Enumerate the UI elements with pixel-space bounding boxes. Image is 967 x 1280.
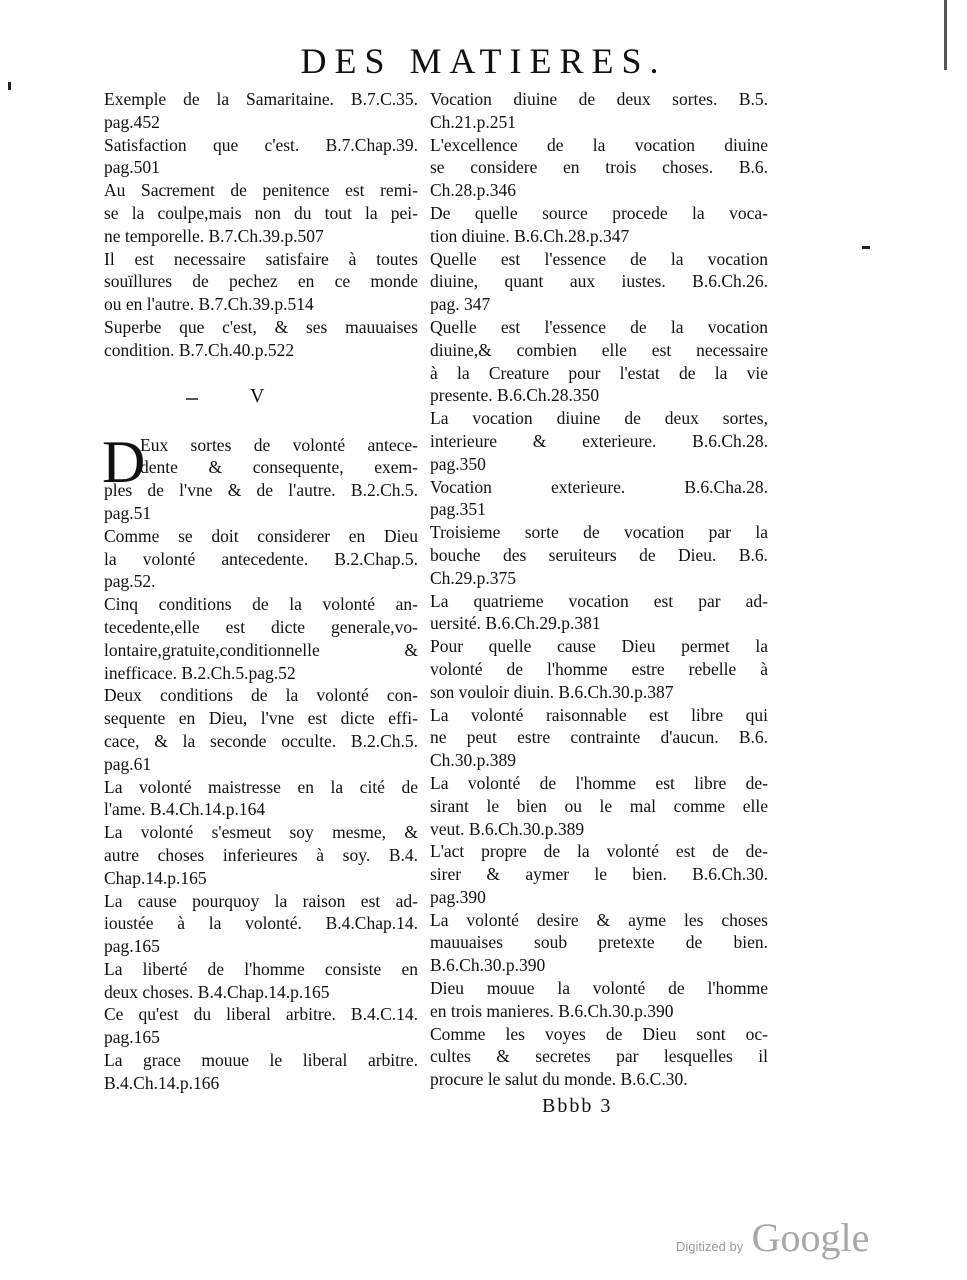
entry-line: Vocation diuine de deux sortes. B.5. <box>430 89 768 109</box>
index-entry <box>430 316 768 407</box>
left-column <box>104 88 418 1095</box>
entry-line: sequente en Dieu, l'vne est dicte effi- <box>104 708 418 729</box>
entry-line: ples de l'vne & de l'autre. B.2.Ch.5. <box>104 480 418 501</box>
entry-line: diuine, quant aux iustes. B.6.Ch.26. <box>430 271 768 292</box>
entry-line: souïllures de pechez en ce monde <box>104 271 418 292</box>
index-entry <box>430 476 768 522</box>
entry-line: sirant le bien ou le mal comme elle <box>430 795 768 816</box>
entry-line: à la Creature pour l'estat de la vie <box>430 362 768 383</box>
index-entry <box>104 525 418 593</box>
entry-line: La vocation diuine de deux sortes, <box>430 408 768 429</box>
entry-line: bouche des seruiteurs de Dieu. B.6. <box>430 544 768 565</box>
entry-line: La volonté desire & ayme les choses <box>430 909 768 930</box>
index-entry <box>430 590 768 636</box>
entry-line: Ch.28.p.346 <box>430 180 517 201</box>
entry-line: interieure & exterieure. B.6.Ch.28. <box>430 430 768 451</box>
entry-line: ou en l'autre. B.7.Ch.39.p.514 <box>104 294 314 315</box>
entry-line: Deux conditions de la volonté con- <box>104 685 418 706</box>
entry-line: Cinq conditions de la volonté an- <box>104 594 418 615</box>
index-entry <box>430 134 768 202</box>
entry-line: en trois manieres. B.6.Ch.30.p.390 <box>430 1000 674 1021</box>
entry-line: pag.390 <box>430 886 486 907</box>
entry-line: pag.165 <box>104 1027 160 1048</box>
entry-line: Pour quelle cause Dieu permet la <box>430 636 768 657</box>
index-entry <box>430 635 768 703</box>
scan-speck <box>8 82 11 90</box>
index-entry <box>430 840 768 908</box>
drop-cap: D <box>102 428 146 495</box>
entry-line: La volonté maistresse en la cité de <box>104 776 418 797</box>
index-entry <box>104 179 418 247</box>
entry-line: pag.452 <box>104 111 160 132</box>
entry-line: cace, & la seconde occulte. B.2.Ch.5. <box>104 730 418 751</box>
page-title: DES MATIERES. <box>300 41 667 81</box>
right-column <box>430 88 768 1091</box>
entry-line: veut. B.6.Ch.30.p.389 <box>430 818 585 839</box>
entry-line: Superbe que c'est, & ses mauuaises <box>104 316 418 337</box>
entry-line: La volonté s'esmeut soy mesme, & <box>104 822 418 843</box>
entry-line: Eux sortes de volonté antece- <box>140 434 418 455</box>
entry-line: Ce qu'est du liberal arbitre. B.4.C.14. <box>104 1004 418 1025</box>
google-logo: Google <box>751 1215 870 1260</box>
digitized-watermark <box>676 1214 869 1261</box>
index-entry <box>430 202 768 248</box>
index-entry <box>104 958 418 1004</box>
entry-line: B.4.Ch.14.p.166 <box>104 1072 220 1093</box>
entry-line: condition. B.7.Ch.40.p.522 <box>104 339 295 360</box>
scan-speck <box>862 246 870 249</box>
index-entry <box>104 1003 418 1049</box>
entry-line: La volonté raisonnable est libre qui <box>430 704 768 725</box>
entry-line: tecedente,elle est dicte generale,vo- <box>104 616 418 637</box>
entry-line: Quelle est l'essence de la vocation <box>430 316 768 337</box>
index-entry <box>104 684 418 775</box>
scan-speck <box>944 0 947 70</box>
index-entry <box>430 977 768 1023</box>
entry-line: pag.501 <box>104 157 160 178</box>
entry-line: uersité. B.6.Ch.29.p.381 <box>430 613 601 634</box>
entry-line: De quelle source procede la voca- <box>430 202 768 223</box>
entry-line: volonté de l'homme estre rebelle à <box>430 658 768 679</box>
entry-line: Ch.21.p.251 <box>430 111 517 132</box>
entry-line: sirer & aymer le bien. B.6.Ch.30. <box>430 864 768 885</box>
entry-line: cultes & secretes par lesquelles il <box>430 1046 768 1067</box>
entry-line: tion diuine. B.6.Ch.28.p.347 <box>430 225 630 246</box>
entry-line: Satisfaction que c'est. B.7.Chap.39. <box>104 134 418 155</box>
entry-line: Il est necessaire satisfaire à toutes <box>104 248 418 269</box>
entry-line: La liberté de l'homme consiste en <box>104 958 418 979</box>
entry-line: inefficace. B.2.Ch.5.pag.52 <box>104 662 296 683</box>
entry-line: Exemple de la Samaritaine. B.7.C.35. <box>104 89 418 109</box>
drop-cap-entry <box>102 428 418 525</box>
entry-line: l'ame. B.4.Ch.14.p.164 <box>104 799 266 820</box>
entry-line: autre choses inferieures à soy. B.4. <box>104 844 418 865</box>
section-letter: V <box>250 385 265 407</box>
index-entry <box>104 88 418 134</box>
index-entry <box>104 890 418 958</box>
index-entry <box>430 909 768 977</box>
index-entry <box>430 248 768 316</box>
scan-speck <box>186 398 198 400</box>
index-entry <box>430 407 768 475</box>
entry-line: son vouloir diuin. B.6.Ch.30.p.387 <box>430 681 674 702</box>
entry-line: lontaire,gratuite,conditionnelle & <box>104 639 418 660</box>
entry-line: pag.351 <box>430 499 486 520</box>
entry-line: Ch.29.p.375 <box>430 567 517 588</box>
entry-line: Chap.14.p.165 <box>104 867 207 888</box>
index-entry <box>430 772 768 840</box>
entry-line: se la coulpe,mais non du tout la pei- <box>104 202 418 223</box>
index-entry <box>430 521 768 589</box>
entry-line: B.6.Ch.30.p.390 <box>430 955 546 976</box>
entry-line: pag.51 <box>104 502 152 523</box>
index-entry <box>104 248 418 316</box>
index-entry <box>430 704 768 772</box>
entry-line: La grace mouue le liberal arbitre. <box>104 1050 418 1071</box>
entry-line: Ch.30.p.389 <box>430 750 517 771</box>
entry-line: pag.52. <box>104 571 156 592</box>
entry-line: Comme se doit considerer en Dieu <box>104 525 418 546</box>
index-entry <box>430 88 768 134</box>
signature-mark: Bbbb 3 <box>542 1095 613 1117</box>
entry-line: Dieu mouue la volonté de l'homme <box>430 978 768 999</box>
entry-line: Comme les voyes de Dieu sont oc- <box>430 1023 768 1044</box>
entry-line: Quelle est l'essence de la vocation <box>430 248 768 269</box>
entry-line: Au Sacrement de penitence est remi- <box>104 180 418 201</box>
entry-line: pag.61 <box>104 753 152 774</box>
index-entry <box>104 593 418 684</box>
entry-line: presente. B.6.Ch.28.350 <box>430 385 600 406</box>
entry-line: pag. 347 <box>430 294 491 315</box>
entry-line: Troisieme sorte de vocation par la <box>430 522 768 543</box>
entry-line: ne temporelle. B.7.Ch.39.p.507 <box>104 225 324 246</box>
entry-line: pag.350 <box>430 453 486 474</box>
entry-line: L'excellence de la vocation diuine <box>430 134 768 155</box>
entry-line: procure le salut du monde. B.6.C.30. <box>430 1069 688 1090</box>
entry-line: la volonté antecedente. B.2.Chap.5. <box>104 548 418 569</box>
index-entry <box>104 1049 418 1095</box>
entry-line: L'act propre de la volonté est de de- <box>430 841 768 862</box>
entry-line: Vocation exterieure. B.6.Cha.28. <box>430 476 768 497</box>
entry-line: deux choses. B.4.Chap.14.p.165 <box>104 981 330 1002</box>
entry-line: se considere en trois choses. B.6. <box>430 157 768 178</box>
index-entry <box>104 776 418 822</box>
entry-line: La cause pourquoy la raison est ad- <box>104 890 418 911</box>
entry-line: La quatrieme vocation est par ad- <box>430 590 768 611</box>
index-entry <box>430 1023 768 1091</box>
entry-line: diuine,& combien elle est necessaire <box>430 339 768 360</box>
index-entry <box>104 134 418 180</box>
entry-line: mauuaises soub pretexte de bien. <box>430 932 768 953</box>
index-entry <box>104 316 418 362</box>
watermark-prefix: Digitized by <box>676 1239 744 1254</box>
entry-line: pag.165 <box>104 936 160 957</box>
entry-line: ioustée à la volonté. B.4.Chap.14. <box>104 913 418 934</box>
entry-line: dente & consequente, exem- <box>140 457 418 478</box>
entry-line: ne peut estre contrainte d'aucun. B.6. <box>430 727 768 748</box>
index-entry <box>104 821 418 889</box>
entry-line: La volonté de l'homme est libre de- <box>430 772 768 793</box>
